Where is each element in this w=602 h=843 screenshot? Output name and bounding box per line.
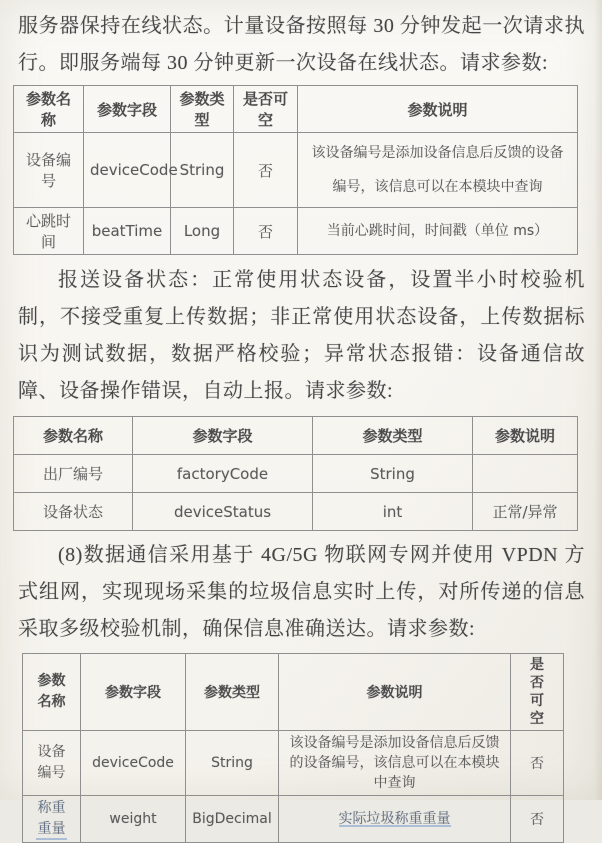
cell-param-name: 心跳时间 [14, 208, 84, 255]
cell-param-field: deviceStatus [133, 493, 313, 531]
heartbeat-params-table [13, 85, 578, 255]
cell-nullable: 否 [234, 133, 298, 208]
table1-header-param-type: 参数类型 [171, 86, 234, 133]
table1-header-param-desc: 参数说明 [298, 86, 578, 133]
cell-param-type: String [313, 455, 473, 493]
scan-edge-shading [594, 0, 602, 800]
cell-param-desc [279, 796, 511, 843]
paragraph-online-status: 服务器保持在线状态。计量设备按照每 30 分钟发起一次请求执行。即服务端每 30 分钟更新一次设备在线状态。请求参数: [18, 15, 585, 74]
table2-header-param-name: 参数名称 [14, 417, 133, 455]
table1-header-row [14, 86, 578, 133]
cell-label: 称重重量 [36, 798, 67, 840]
table3-header-nullable [511, 654, 564, 731]
table2-header-row [14, 417, 578, 455]
table1-header-param-field: 参数字段 [84, 86, 171, 133]
paragraph-device-status-report: 报送设备状态：正常使用状态设备，设置半小时校验机制，不接受重复上传数据；非正常使用状态设备，上传数据标识为测试数据，数据严格校验；异常状态报错：设备通信故障、设备操作错误，自动上报。请求参数: [18, 269, 585, 402]
cell-param-desc: 当前心跳时间，时间戳（单位 ms） [298, 208, 578, 255]
upload-params-table [22, 653, 564, 843]
table1-header-nullable: 是否可空 [234, 86, 298, 133]
cell-param-type: Long [171, 208, 234, 255]
header-label-vertical: 是否可空 [529, 657, 544, 727]
device-status-params-table [13, 416, 578, 531]
cell-param-type: String [186, 731, 279, 796]
table2-header-param-type: 参数类型 [313, 417, 473, 455]
table1-row-device-code [14, 133, 578, 208]
highlighted-text: 实际垃圾称重重量 [338, 811, 451, 827]
cell-param-type: int [313, 493, 473, 531]
header-label: 参数名称 [37, 673, 66, 710]
cell-param-name: 设备编号 [14, 133, 84, 208]
table2-row-factory-code [14, 455, 578, 493]
cell-label: 设备编号 [37, 744, 66, 781]
table2-header-param-field: 参数字段 [133, 417, 313, 455]
table3-row-device-code [23, 731, 564, 796]
table3-header-row [23, 654, 564, 731]
cell-param-type: BigDecimal [186, 796, 279, 843]
table1-header-param-name: 参数名称 [14, 86, 84, 133]
cell-param-type: String [171, 133, 234, 208]
cell-param-field: beatTime [84, 208, 171, 255]
cell-nullable: 否 [511, 731, 564, 796]
cell-nullable: 否 [234, 208, 298, 255]
cell-param-name [23, 796, 81, 843]
cell-param-field: weight [81, 796, 186, 843]
table3-header-param-desc: 参数说明 [279, 654, 511, 731]
table1-row-beat-time [14, 208, 578, 255]
table2-header-param-desc: 参数说明 [473, 417, 578, 455]
table3-header-param-field: 参数字段 [81, 654, 186, 731]
table2-row-device-status [14, 493, 578, 531]
table3-header-param-name [23, 654, 81, 731]
cell-param-desc [473, 455, 578, 493]
cell-param-field: factoryCode [133, 455, 313, 493]
cell-param-name [23, 731, 81, 796]
cell-nullable: 否 [511, 796, 564, 843]
cell-param-desc: 该设备编号是添加设备信息后反馈的设备 编号，该信息可以在本模块中查询 [298, 133, 578, 208]
cell-param-field: deviceCode [81, 731, 186, 796]
cell-param-field: deviceCode [84, 133, 171, 208]
cell-param-desc: 正常/异常 [473, 493, 578, 531]
cell-param-name: 出厂编号 [14, 455, 133, 493]
paragraph-data-communication: (8)数据通信采用基于 4G/5G 物联网专网并使用 VPDN 方式组网，实现现场采集的垃圾信息实时上传，对所传递的信息采取多级校验机制，确保信息准确送达。请求参数: [18, 544, 585, 640]
table3-row-weight [23, 796, 564, 843]
table3-header-param-type: 参数类型 [186, 654, 279, 731]
cell-param-desc: 该设备编号是添加设备信息后反馈的设备编号，该信息可以在本模块中查询 [279, 731, 511, 796]
cell-param-name: 设备状态 [14, 493, 133, 531]
